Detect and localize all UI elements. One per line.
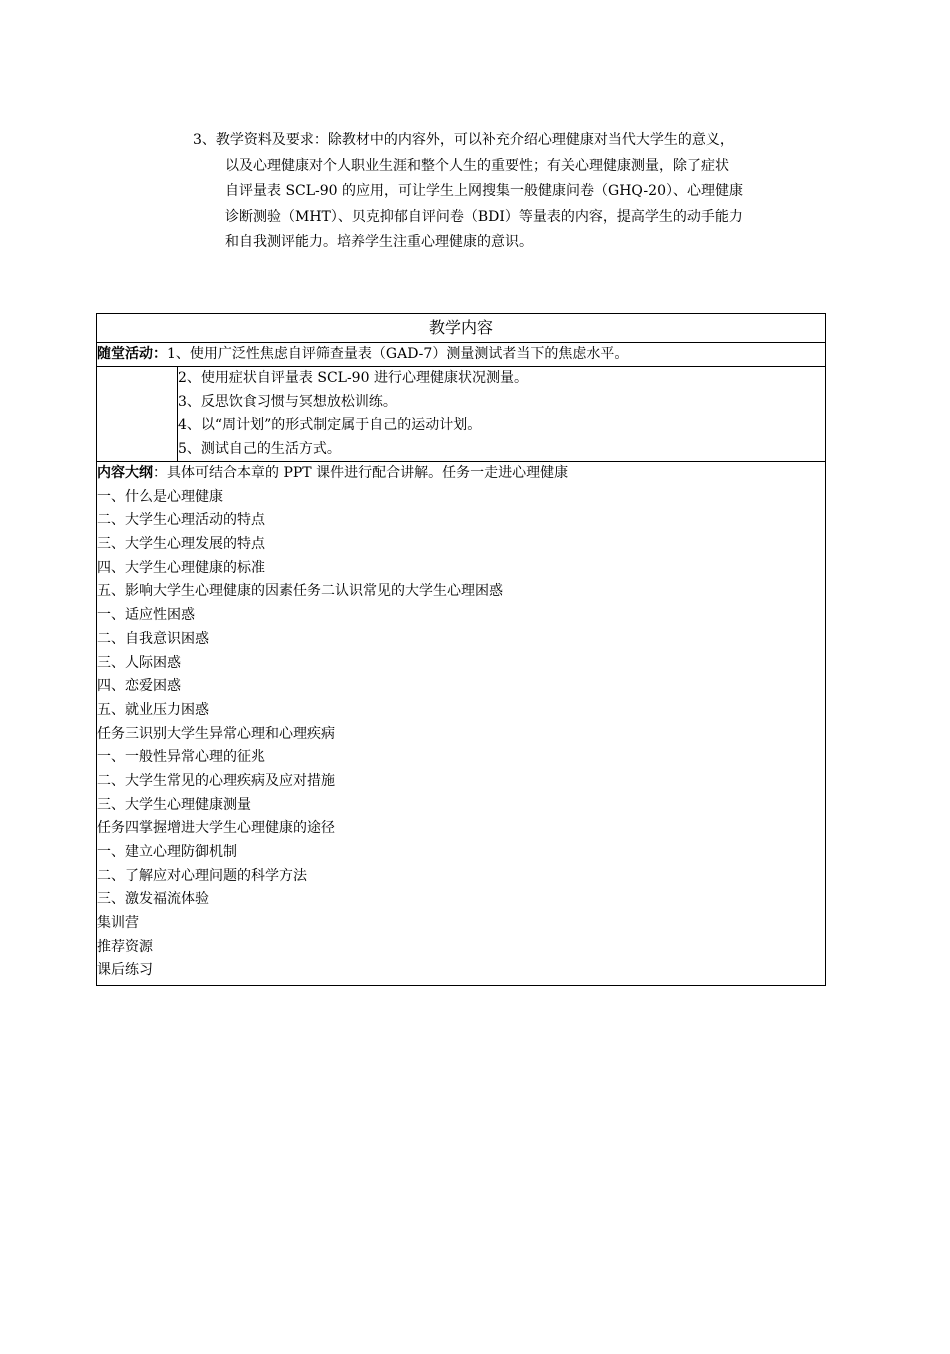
teaching-content-table (96, 313, 826, 986)
outline-line: 三、大学生心理发展的特点 (97, 536, 265, 553)
table-header: 教学内容 (97, 314, 825, 343)
outline-line: 一、建立心理防御机制 (97, 844, 237, 860)
content-outline (97, 462, 825, 985)
outline-line: 任务三识别大学生异常心理和心理疾病 (97, 725, 335, 742)
outline-line: 二、了解应对心理问题的科学方法 (97, 867, 307, 884)
outline-label: 内容大纲 (97, 465, 153, 481)
paragraph-line: 以及心理健康对个人职业生涯和整个人生的重要性；有关心理健康测量，除了症状 (225, 157, 729, 174)
paragraph-line: 自评量表 SCL-90 的应用，可让学生上网搜集一般健康问卷（GHQ-20）、心理健康 (225, 183, 743, 199)
outline-line: 四、恋爱困惑 (97, 678, 181, 695)
outline-line: 任务四掌握增进大学生心理健康的途径 (97, 820, 335, 837)
outline-line: 推荐资源 (97, 938, 153, 955)
outline-line: 三、人际困惑 (97, 654, 181, 671)
outline-line: 二、大学生心理活动的特点 (97, 512, 265, 529)
outline-line: 四、大学生心理健康的标准 (97, 559, 265, 576)
outline-intro-line (97, 462, 825, 486)
activities-label: 随堂活动： (97, 346, 167, 362)
outline-line: 二、大学生常见的心理疾病及应对措施 (97, 772, 335, 789)
paragraph-line: 和自我测评能力。培养学生注重心理健康的意识。 (225, 234, 533, 250)
activity-item: 2、使用症状自评量表 SCL-90 进行心理健康状况测量。 (178, 370, 528, 386)
outline-intro: ：具体可结合本章的 PPT 课件进行配合讲解。任务一走进心理健康 (153, 465, 569, 481)
outline-line: 三、激发福流体验 (97, 891, 209, 908)
activity-items (178, 367, 825, 461)
outline-line: 一、什么是心理健康 (97, 488, 223, 505)
outline-line: 一、适应性困惑 (97, 607, 195, 624)
activity-item: 1、使用广泛性焦虑自评筛查量表（GAD-7）测量测试者当下的焦虑水平。 (167, 346, 629, 362)
activity-item: 5、测试自己的生活方式。 (178, 440, 341, 457)
activity-label-cell (97, 367, 178, 461)
activity-item: 3、反思饮食习惯与冥想放松训练。 (178, 393, 397, 410)
teaching-materials-paragraph (193, 128, 843, 256)
activity-list-block (97, 367, 825, 462)
outline-line: 课后练习 (97, 962, 153, 979)
activity-item: 4、以“周计划”的形式制定属于自己的运动计划。 (178, 417, 482, 433)
paragraph-first-line: 3、教学资料及要求：除教材中的内容外，可以补充介绍心理健康对当代大学生的意义， (193, 132, 734, 148)
outline-line: 一、一般性异常心理的征兆 (97, 749, 265, 766)
outline-line: 五、就业压力困惑 (97, 701, 209, 718)
outline-line: 二、自我意识困惑 (97, 630, 209, 647)
outline-line: 三、大学生心理健康测量 (97, 796, 251, 813)
outline-lines (97, 486, 825, 983)
paragraph-line: 诊断测验（MHT）、贝克抑郁自评问卷（BDI）等量表的内容，提高学生的动手能力 (225, 208, 743, 225)
outline-line: 五、影响大学生心理健康的因素任务二认识常见的大学生心理困惑 (97, 583, 503, 600)
outline-line: 集训营 (97, 915, 139, 932)
activity-row-first (97, 343, 825, 367)
